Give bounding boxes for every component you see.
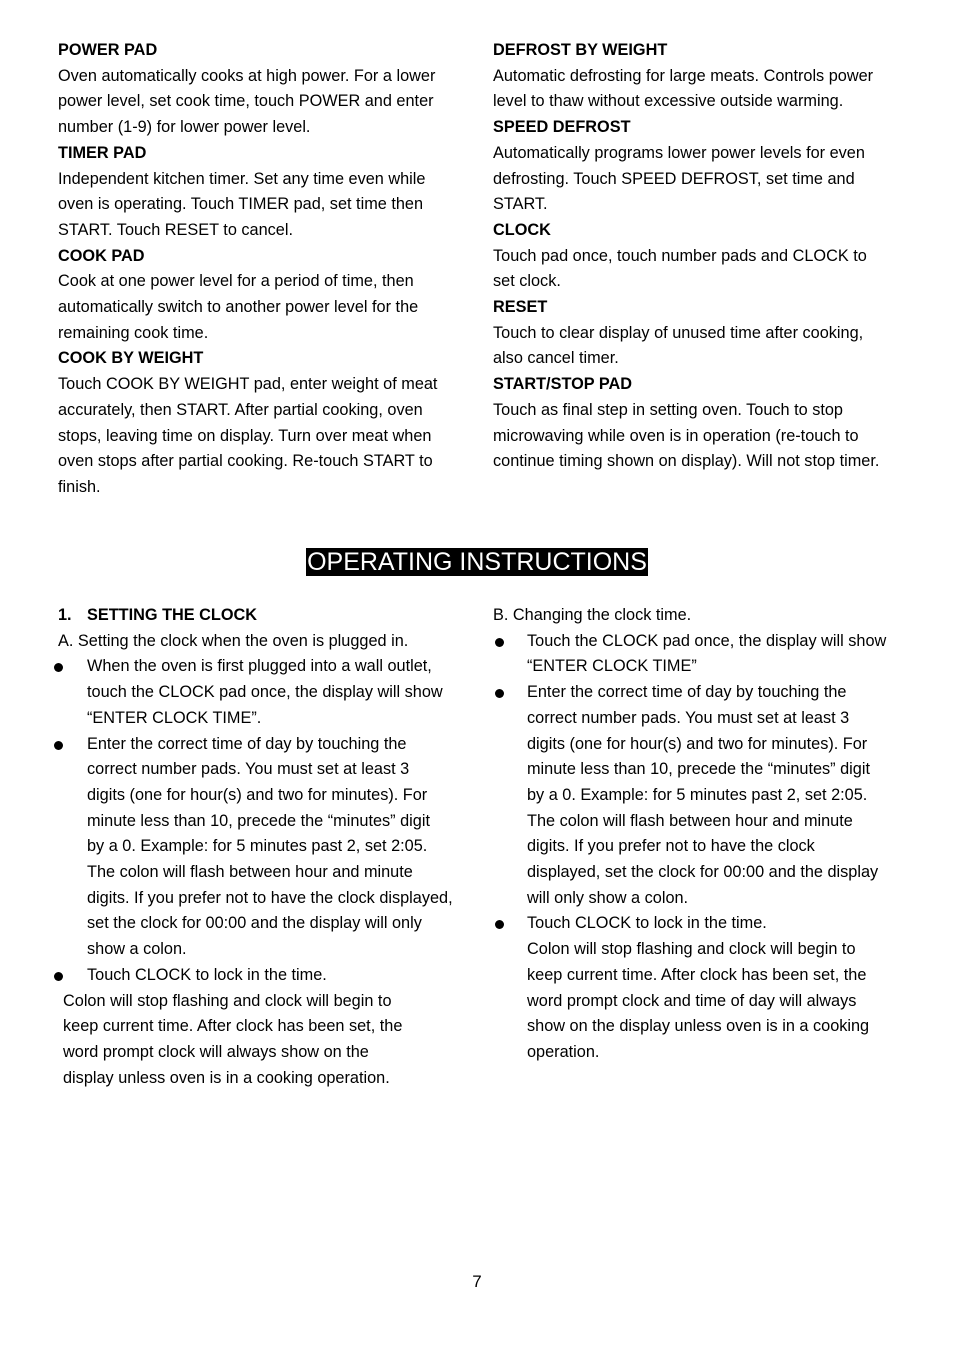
text-line: Automatic defrosting for large meats. Controls power [493, 66, 874, 85]
text-line: minute less than 10, precede the “minutes” digit [527, 760, 870, 779]
text-line: microwaving while oven is in operation (re-touch to [493, 426, 859, 445]
bullet-icon [54, 663, 63, 672]
text-line: remaining cook time. [58, 323, 209, 342]
text-line: show on the display unless oven is in a cooking [527, 1017, 870, 1036]
text-line: digits. If you prefer not to have the clock [527, 837, 815, 856]
text-line: continue timing shown on display). Will not stop timer. [493, 452, 880, 471]
text-line: set the clock for 00:00 and the display will only [87, 914, 422, 933]
text-line: Colon will stop flashing and clock will begin to [63, 991, 392, 1010]
step-subtitle-b: B. Changing the clock time. [493, 606, 692, 624]
bullet-icon [54, 972, 63, 981]
pad-description [493, 321, 905, 372]
text-line: also cancel timer. [493, 349, 619, 368]
bullet-icon [54, 741, 63, 750]
text-line: Touch the CLOCK pad once, the display will show [527, 631, 887, 650]
pad-description [493, 398, 905, 475]
text-line: stops, leaving time on display. Turn over meat when [58, 426, 432, 445]
bullet-icon [495, 638, 504, 647]
list-item [493, 629, 905, 680]
pad-description [58, 269, 468, 346]
text-line: level to thaw without excessive outside warming. [493, 92, 844, 111]
text-line: keep current time. After clock has been set, the [63, 1017, 403, 1036]
pad-description [493, 64, 905, 115]
text-line: displayed, set the clock for 00:00 and the display [527, 863, 879, 882]
pad-descriptions-right [493, 38, 905, 475]
text-line: Touch CLOCK to lock in the time. [87, 965, 327, 984]
pad-description [58, 372, 468, 501]
text-line: Cook at one power level for a period of time, then [58, 272, 414, 291]
text-line: Touch to clear display of unused time after cooking, [493, 323, 864, 342]
text-line: Colon will stop flashing and clock will begin to [527, 940, 856, 959]
text-line: oven stops after partial cooking. Re-touch START to [58, 452, 433, 471]
text-line: finish. [58, 477, 101, 496]
text-line: Automatically programs lower power levels for even [493, 143, 865, 162]
section-title-wrap [0, 548, 954, 579]
text-line: word prompt clock will always show on the [63, 1042, 369, 1061]
text-line: oven is operating. Touch TIMER pad, set time then [58, 195, 424, 214]
text-line: automatically switch to another power level for the [58, 298, 419, 317]
text-line: Touch CLOCK to lock in the time. [527, 914, 767, 933]
pad-heading: POWER PAD [58, 41, 158, 59]
text-line: by a 0. Example: for 5 minutes past 2, set 2:05. [87, 837, 428, 856]
pad-description [493, 141, 905, 218]
text-line: Touch as final step in setting oven. Touch to stop [493, 400, 843, 419]
text-line: Oven automatically cooks at high power. For a lower [58, 66, 436, 85]
text-line: minute less than 10, precede the “minutes” digit [87, 811, 430, 830]
step-title [58, 603, 468, 629]
pad-heading: RESET [493, 298, 548, 317]
step-number: 1. [58, 606, 72, 624]
pad-heading: DEFROST BY WEIGHT [493, 41, 668, 59]
text-line: keep current time. After clock has been set, the [527, 965, 867, 984]
pad-description [58, 167, 468, 244]
text-line: The colon will flash between hour and minute [87, 863, 413, 882]
text-line: The colon will flash between hour and minute [527, 811, 853, 830]
text-line: will only show a colon. [527, 888, 689, 907]
text-line: display unless oven is in a cooking operation. [63, 1068, 390, 1087]
text-line: show a colon. [87, 940, 187, 959]
text-line: touch the CLOCK pad once, the display will show [87, 683, 443, 702]
list-item [58, 654, 468, 731]
text-line: Enter the correct time of day by touching the [527, 683, 847, 702]
pad-descriptions-left [58, 38, 468, 501]
pad-description [58, 64, 468, 141]
text-line: Enter the correct time of day by touching the [87, 734, 407, 753]
text-line: by a 0. Example: for 5 minutes past 2, set 2:05. [527, 785, 868, 804]
text-line: digits (one for hour(s) and two for minutes). For [87, 785, 428, 804]
bullet-icon [495, 920, 504, 929]
bullet-list-a [58, 654, 468, 988]
list-item [493, 911, 905, 937]
text-line: word prompt clock and time of day will always [527, 991, 857, 1010]
list-item [58, 963, 468, 989]
text-line: digits. If you prefer not to have the clock displayed, [87, 888, 453, 907]
text-line: operation. [527, 1042, 600, 1061]
page-number: 7 [472, 1272, 482, 1291]
pad-heading: START/STOP PAD [493, 375, 633, 394]
pad-heading: COOK PAD [58, 246, 145, 265]
text-line: Touch pad once, touch number pads and CLOCK to [493, 246, 867, 265]
pad-heading: CLOCK [493, 220, 551, 239]
step-subtitle-a: A. Setting the clock when the oven is plugged in. [58, 631, 409, 650]
text-line: power level, set cook time, touch POWER and enter [58, 92, 434, 111]
list-item [58, 732, 468, 963]
pad-description [493, 244, 905, 295]
text-line: “ENTER CLOCK TIME” [527, 657, 697, 676]
note-paragraph-a [58, 989, 468, 1092]
text-line: START. Touch RESET to cancel. [58, 220, 293, 239]
pad-heading: COOK BY WEIGHT [58, 349, 204, 368]
bullet-icon [495, 689, 504, 698]
text-line: number (1-9) for lower power level. [58, 118, 311, 137]
text-line: digits (one for hour(s) and two for minutes). For [527, 734, 868, 753]
note-paragraph-b [493, 937, 905, 1066]
pad-heading: TIMER PAD [58, 143, 147, 162]
text-line: accurately, then START. After partial cooking, oven [58, 400, 423, 419]
pad-heading: SPEED DEFROST [493, 118, 631, 137]
section-title: OPERATING INSTRUCTIONS [307, 548, 647, 576]
setting-clock-column [58, 603, 468, 1091]
text-line: Independent kitchen timer. Set any time even while [58, 169, 426, 188]
bullet-list-b [493, 629, 905, 937]
text-line: “ENTER CLOCK TIME”. [87, 708, 262, 727]
text-line: Touch COOK BY WEIGHT pad, enter weight of meat [58, 375, 438, 394]
text-line: defrosting. Touch SPEED DEFROST, set time and [493, 169, 855, 188]
list-item [493, 680, 905, 911]
text-line: correct number pads. You must set at least 3 [87, 760, 410, 779]
text-line: START. [493, 195, 548, 214]
step-title-text: SETTING THE CLOCK [87, 606, 258, 624]
text-line: When the oven is first plugged into a wall outlet, [87, 657, 432, 676]
text-line: set clock. [493, 272, 561, 291]
text-line: correct number pads. You must set at least 3 [527, 708, 850, 727]
changing-clock-column [493, 603, 905, 1066]
